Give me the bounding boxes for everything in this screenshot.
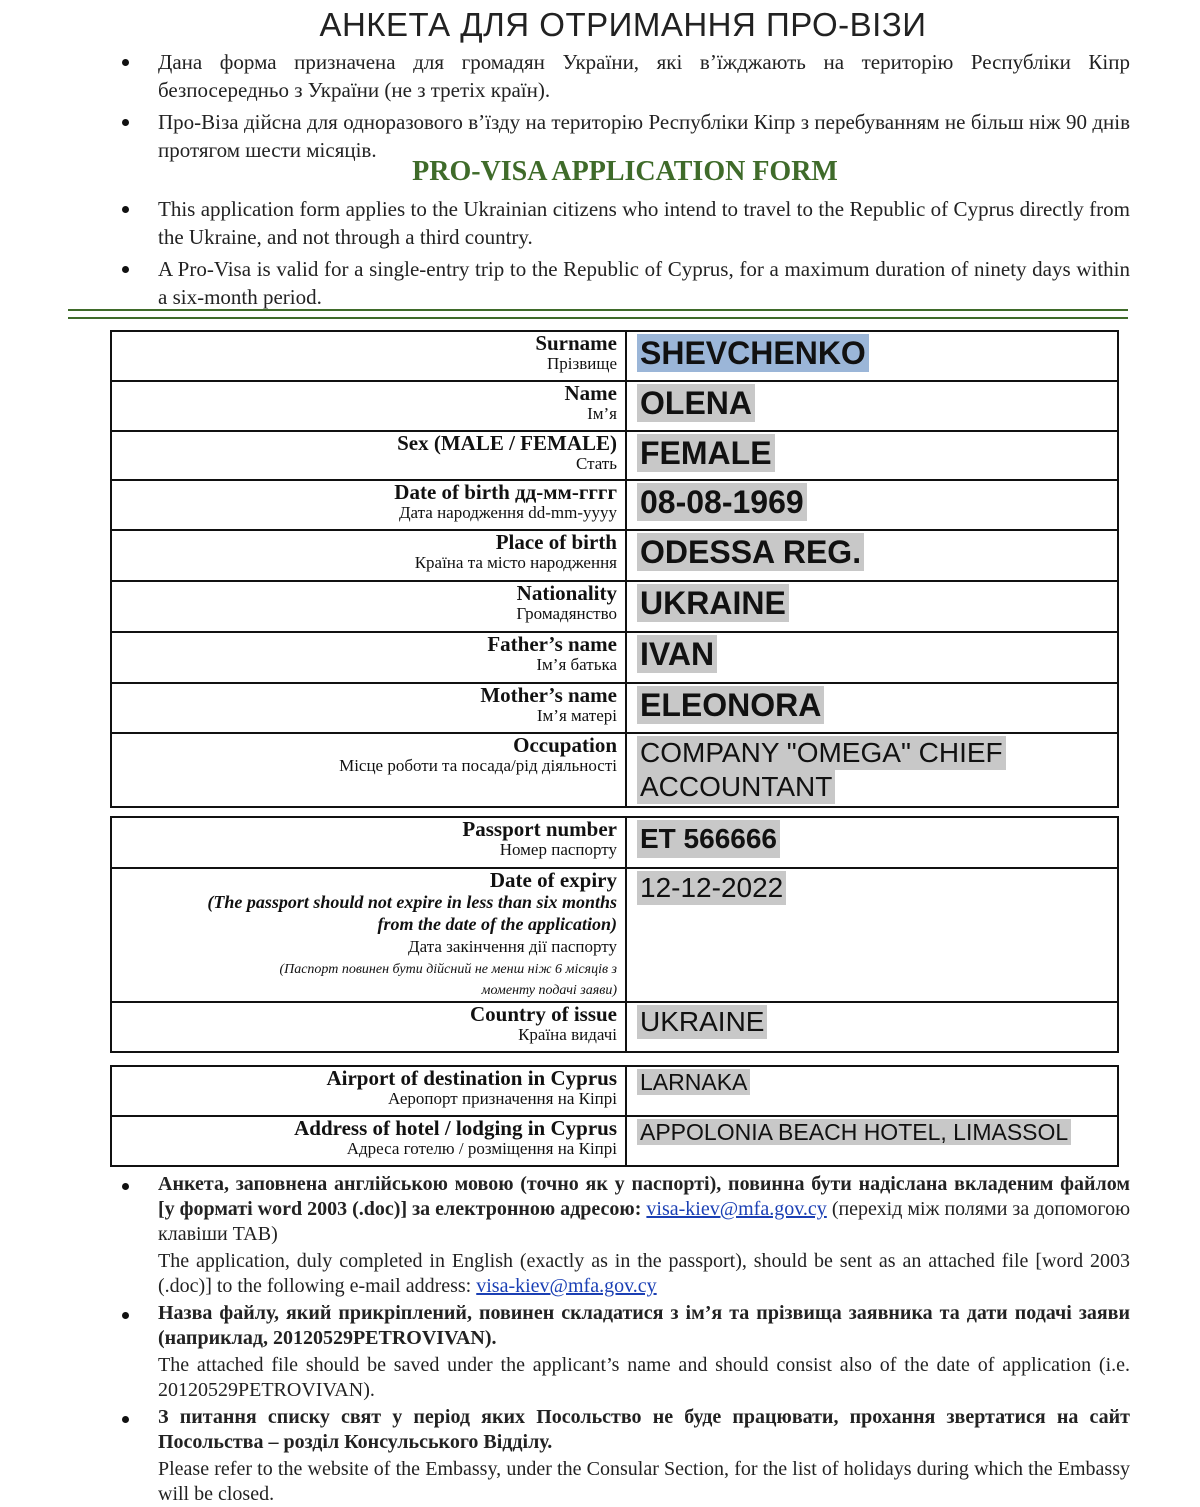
- dob-label: Date of birth дд-мм-гггг: [394, 480, 617, 504]
- sex-label: Sex (MALE / FEMALE): [397, 431, 617, 455]
- occupation-label: Occupation: [513, 733, 617, 757]
- row-name: [111, 381, 1118, 431]
- passport-number-label-ua: Номер паспорту: [499, 840, 617, 859]
- row-father: [111, 632, 1118, 683]
- sex-label-ua: Стать: [575, 454, 617, 473]
- row-pob: [111, 530, 1118, 581]
- double-divider: [68, 309, 1128, 319]
- intro-en-bullet-2: A Pro-Visa is valid for a single-entry trip to the Republic of Cyprus, for a maximum duration of ninety days within a six-month period.: [120, 255, 1130, 311]
- instruction-2-ua: Назва файлу, який прикріплений, повинен складатися з ім’я та прізвища заявника та дати подачі заяви (наприклад, 20120529PETROVIVAN).: [158, 1302, 1130, 1349]
- instruction-3: [120, 1405, 1130, 1455]
- nationality-label-ua: Громадянство: [516, 604, 617, 623]
- form-title-en: PRO-VISA APPLICATION FORM: [412, 156, 838, 187]
- occupation-value-line-2: ACCOUNTANT: [637, 770, 835, 804]
- row-airport: [111, 1066, 1118, 1116]
- personal-details-table: [110, 330, 1119, 808]
- airport-label: Airport of destination in Cyprus: [326, 1066, 617, 1090]
- sex-field[interactable]: FEMALE: [637, 434, 775, 472]
- hotel-field[interactable]: APPOLONIA BEACH HOTEL, LIMASSOL: [637, 1119, 1071, 1145]
- expiry-note-en-1: (The passport should not expire in less than six months: [207, 892, 617, 912]
- father-label: Father’s name: [487, 632, 617, 656]
- passport-number-field[interactable]: ET 566666: [637, 820, 780, 858]
- instruction-2-en: The attached file should be saved under the applicant’s name and should consist also of the date of application (i.e. 20120529PETROVIVAN).: [158, 1354, 1130, 1401]
- instruction-1-ua-b: (перехід між полями за допомогою клавіши TAB): [158, 1198, 1131, 1245]
- hotel-label-ua: Адреса готелю / розміщення на Кіпрі: [346, 1139, 617, 1158]
- intro-en-bullet-1: This application form applies to the Ukrainian citizens who intend to travel to the Republic of Cyprus directly from the Ukraine, and not through a third country.: [120, 195, 1130, 251]
- form-title-ua: АНКЕТА ДЛЯ ОТРИМАННЯ ПРО-ВІЗИ: [319, 6, 927, 43]
- row-country-of-issue: [111, 1002, 1118, 1052]
- instruction-1: [120, 1172, 1130, 1247]
- pob-label-ua: Країна та місто народження: [414, 553, 617, 572]
- row-hotel: [111, 1116, 1118, 1166]
- country-field[interactable]: UKRAINE: [637, 1005, 767, 1039]
- email-link-1[interactable]: visa-kiev@mfa.gov.cy: [646, 1198, 827, 1220]
- expiry-note-ua-2: моменту подачі заяви): [481, 983, 617, 998]
- row-dob: [111, 480, 1118, 530]
- row-occupation: [111, 733, 1118, 807]
- row-mother: [111, 683, 1118, 733]
- travel-table: [110, 1065, 1119, 1167]
- hotel-label: Address of hotel / lodging in Cyprus: [294, 1116, 617, 1140]
- mother-label-ua: Ім’я матері: [536, 706, 617, 725]
- expiry-label-ua: Дата закінчення дії паспорту: [408, 937, 617, 956]
- occupation-label-ua: Місце роботи та посада/рід діяльності: [339, 756, 617, 775]
- passport-number-label: Passport number: [462, 817, 617, 841]
- instruction-1-en: The application, duly completed in English (exactly as in the passport), should be sent as an attached file [word 2003 (.doc)] to the following e-mail address:: [158, 1250, 1130, 1297]
- expiry-label: Date of expiry: [489, 868, 617, 892]
- instruction-1-ua-a: Анкета, заповнена англійською мовою (точно як у паспорті), повинна бути надіслана вкладеним файлом [у форматі word 2003 (.doc)] за електронною адресою:: [158, 1173, 1130, 1220]
- instruction-2: [120, 1301, 1130, 1351]
- occupation-value-line-1: COMPANY "OMEGA" CHIEF: [637, 736, 1006, 770]
- instruction-1-en-block: [120, 1249, 1130, 1299]
- country-label-ua: Країна видачі: [518, 1025, 617, 1044]
- dob-field[interactable]: 08-08-1969: [637, 483, 807, 521]
- dob-label-ua: Дата народження dd-mm-yyyy: [398, 503, 617, 522]
- airport-field[interactable]: LARNAKA: [637, 1069, 750, 1095]
- name-label: Name: [564, 381, 617, 405]
- row-surname: [111, 331, 1118, 381]
- name-label-ua: Ім’я: [587, 404, 617, 423]
- pob-field[interactable]: ODESSA REG.: [637, 533, 864, 571]
- row-sex: [111, 431, 1118, 480]
- intro-ua: [120, 48, 1130, 168]
- instruction-3-en: Please refer to the website of the Embassy, under the Consular Section, for the list of holidays during which the Embassy will be closed.: [158, 1458, 1130, 1505]
- nationality-field[interactable]: UKRAINE: [637, 584, 789, 622]
- airport-label-ua: Аеропорт призначення на Кіпрі: [388, 1089, 617, 1108]
- name-field[interactable]: OLENA: [637, 384, 755, 422]
- surname-label: Surname: [535, 331, 617, 355]
- father-field[interactable]: IVAN: [637, 635, 717, 673]
- instruction-3-ua: З питання списку свят у період яких Посольство не буде працювати, прохання звертатися на сайт Посольства – розділ Консульського Відділу.: [158, 1406, 1130, 1453]
- row-nationality: [111, 581, 1118, 632]
- surname-field[interactable]: SHEVCHENKO: [637, 334, 869, 372]
- nationality-label: Nationality: [516, 581, 617, 605]
- mother-label: Mother’s name: [480, 683, 617, 707]
- passport-table: [110, 816, 1119, 1053]
- intro-ua-bullet-2: Про-Віза дійсна для одноразового в’їзду на територію Республіки Кіпр з перебуванням не більш ніж 90 днів протягом шести місяців.: [120, 108, 1130, 164]
- row-expiry: [111, 868, 1118, 1002]
- father-label-ua: Ім’я батька: [536, 655, 617, 674]
- intro-en: [120, 195, 1130, 315]
- row-passport-number: [111, 817, 1118, 868]
- pob-label: Place of birth: [495, 530, 617, 554]
- occupation-field[interactable]: [626, 733, 1118, 807]
- mother-field[interactable]: ELEONORA: [637, 686, 824, 724]
- surname-label-ua: Прізвище: [547, 354, 617, 373]
- email-link-2[interactable]: visa-kiev@mfa.gov.cy: [476, 1275, 657, 1297]
- expiry-note-ua-1: (Паспорт повинен бути дійсний не менш ніж 6 місяців з: [279, 962, 617, 977]
- instructions: [120, 1172, 1130, 1507]
- expiry-field[interactable]: 12-12-2022: [637, 871, 786, 905]
- intro-ua-bullet-1: Дана форма призначена для громадян України, які в’їжджають на територію Республіки Кіпр безпосередньо з України (не з третіх країн).: [120, 48, 1130, 104]
- expiry-note-en-2: from the date of the application): [377, 914, 617, 934]
- country-label: Country of issue: [469, 1002, 617, 1026]
